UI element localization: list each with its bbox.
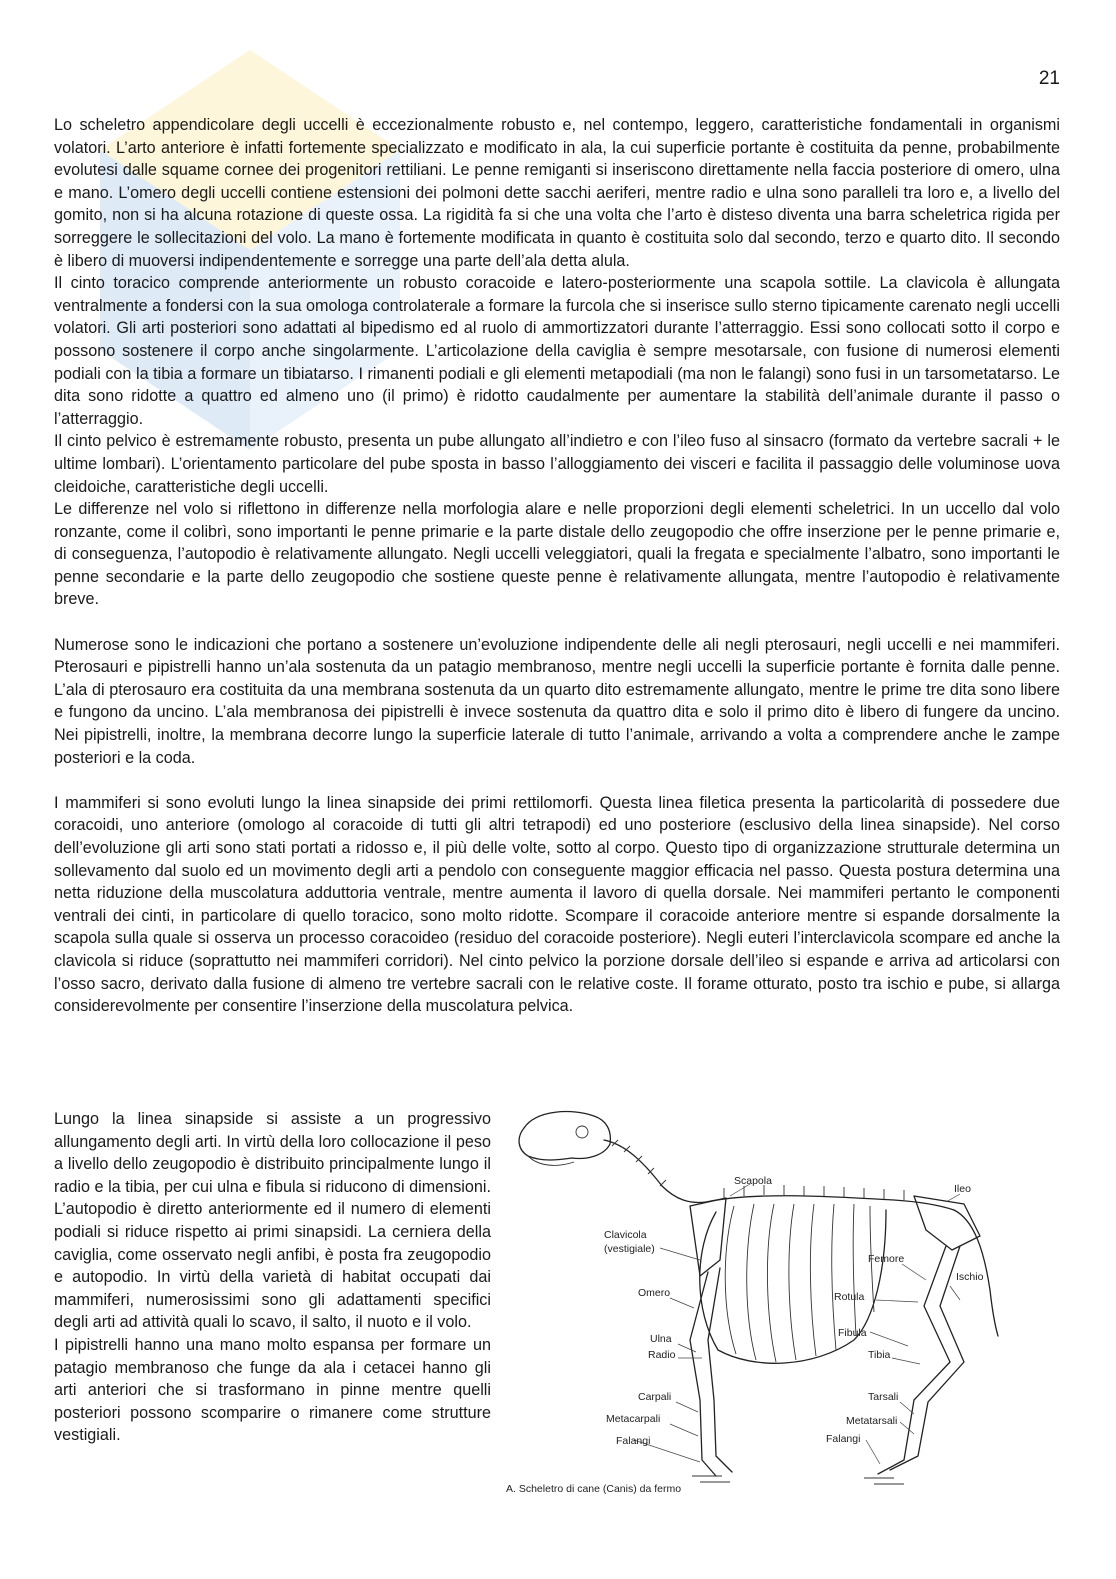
dog-skeleton-illustration bbox=[494, 1100, 1064, 1498]
label-carpali: Carpali bbox=[638, 1391, 672, 1403]
paragraph: Il cinto toracico comprende anteriormente un robusto coracoide e latero-posteriormente una scapola sottile. La clavicola è allungata ventralmente a fondersi con la sua omologa controlaterale a formare la furcola che si inserisce sullo sterno tipicamente carenato negli uccelli volatori. Gli arti posteriori sono adattati al bipedismo ed al ruolo di ammortizzatori durante l’atterraggio. Essi sono collocati sotto il corpo e possono sostenere il corpo anche singolarmente. L’articolazione della caviglia è sempre mesotarsale, con fusione di numerosi elementi podiali con la tibia a formare un tibiatarso. I rimanenti podiali e gli elementi metapodiali (ma non le falangi) sono fusi in un tarsometatarso. Le dita sono ridotte a quattro ed almeno uno (il primo) è ridotto caudalmente per aumentare la stabilità dell’animale durante il passo o l’atterraggio. bbox=[54, 274, 1060, 428]
label-radio: Radio bbox=[648, 1349, 676, 1361]
label-falangi-posteriori: Falangi bbox=[826, 1433, 861, 1445]
page-number: 21 bbox=[1038, 68, 1060, 89]
label-tarsali: Tarsali bbox=[868, 1391, 899, 1403]
paragraph: Lo scheletro appendicolare degli uccelli è eccezionalmente robusto e, nel contempo, leggero, caratteristiche fondamentali in organismi volatori. L’arto anteriore è infatti fortemente specializzato e modificato in ala, la cui superficie portante è costituita da penne, probabilmente evolutesi dalle squame cornee dei progenitori rettiliani. Le penne remiganti si inseriscono direttamente nella faccia posteriore di omero, ulna e mano. L’omero degli uccelli contiene estensioni dei polmoni dette sacchi aeriferi, mentre radio e ulna sono paralleli tra loro e, a livello del gomito, non si ha alcuna rotazione di queste ossa. La rigidità fa si che una volta che l’arto è disteso diventa una barra scheletrica rigida per sorreggere le sollecitazioni del volo. La mano è fortemente modificata in quanto è costituita solo dal secondo, terzo e quarto dito. Il secondo è libero di muoversi indipendentemente e sorregge una parte dell’ala detta alula. bbox=[54, 116, 1060, 270]
label-fibula: Fibula bbox=[838, 1327, 867, 1339]
label-ulna: Ulna bbox=[650, 1333, 672, 1345]
scapula bbox=[690, 1198, 726, 1276]
figure-caption: A. Scheletro di cane (Canis) da fermo bbox=[506, 1483, 682, 1495]
label-metacarpali: Metacarpali bbox=[606, 1413, 661, 1425]
paragraph: Lungo la linea sinapside si assiste a un progressivo allungamento degli arti. In virtù della loro collocazione il peso a livello dello zeugopodio è distribuito principalmente lungo il radio e la tibia, per cui ulna e fibula si riducono di dimensioni. L’autopodio è diretto anteriormente ed il numero di elementi podiali si riduce rispetto ai primi sinapsidi. La cerniera della caviglia, come osservato negli anfibi, è posta fra zeugopodio e autopodio. In virtù della varietà di habitat occupati dai mammiferi, numerosissimi sono gli adattamenti specifici degli arti ad attività quali lo scavo, il salto, il nuoto e il volo. bbox=[54, 1110, 491, 1332]
label-omero: Omero bbox=[638, 1287, 671, 1299]
neck bbox=[604, 1140, 706, 1202]
label-femore: Femore bbox=[868, 1253, 905, 1265]
pelvis bbox=[914, 1196, 980, 1250]
side-text bbox=[54, 1108, 491, 1447]
paragraph: Le differenze nel volo si riflettono in differenze nella morfologia alare e nelle proporzioni degli elementi scheletrici. In un uccello dal volo ronzante, come il colibrì, sono importanti le penne primarie e la parte distale dello zeugopodio che offre inserzione per le penne primarie e, di conseguenza, l’autopodio è relativamente allungato. Negli uccelli veleggiatori, quali la fregata e specialmente l’albatro, sono importanti le penne secondarie e la parte dello zeugopodio che sostiene queste penne è relativamente allungata, mentre l’autopodio è relativamente breve. bbox=[54, 500, 1060, 609]
label-metatarsali: Metatarsali bbox=[846, 1415, 898, 1427]
dog-skeleton-figure bbox=[494, 1100, 1064, 1498]
paragraph: I pipistrelli hanno una mano molto espansa per formare un patagio membranoso che funge da ala i cetacei hanno gli arti anteriori che si trasformano in pinne mentre quelli posteriori possono scomparire o rimanere come strutture vestigiali. bbox=[54, 1335, 491, 1445]
label-tibia: Tibia bbox=[868, 1349, 891, 1361]
label-ileo: Ileo bbox=[954, 1183, 971, 1195]
label-clavicola: Clavicola bbox=[604, 1229, 647, 1241]
paragraph: Numerose sono le indicazioni che portano a sostenere un’evoluzione indipendente delle ali negli pterosauri, negli uccelli e nei mammiferi. Pterosauri e pipistrelli hanno un’ala sostenuta da un patagio membranoso, mentre negli uccelli la superficie portante è fornita dalle penne. L’ala di pterosauro era costituita da una membrana sostenuta da un quarto dito estremamente allungato, mentre le prime tre dita sono libere e fungono da uncino. L’ala membranosa dei pipistrelli è invece sostenuta da quattro dita e solo il primo dito è libero di fungere da uncino. Nei pipistrelli, inoltre, la membrana decorre lungo la superficie laterale di tutto l’animale, arrivando a volta a comprendere anche le zampe posteriori e la coda. bbox=[54, 635, 1060, 767]
label-rotula: Rotula bbox=[834, 1291, 865, 1303]
front-leg bbox=[690, 1272, 716, 1476]
skull bbox=[519, 1112, 610, 1160]
main-text bbox=[54, 114, 1060, 1018]
label-clavicola-vestigiale: (vestigiale) bbox=[604, 1243, 655, 1255]
paragraph: I mammiferi si sono evoluti lungo la linea sinapside dei primi rettilomorfi. Questa linea filetica presenta la particolarità di possedere due coracoidi, uno anteriore (omologo al coracoide di tutti gli altri tetrapodi) ed uno posteriore (esclusivo della linea sinapside). Nel corso dell’evoluzione gli arti sono stati portati a ridosso e, il più delle volte, sotto al corpo. Questo tipo di organizzazione strutturale determina un sollevamento dal suolo ed un movimento degli arti a pendolo con conseguente maggior efficacia nel passo. Questa postura determina una netta riduzione della muscolatura adduttoria ventrale, mentre aumenta il lavoro di quella dorsale. Nei mammiferi pertanto le componenti ventrali dei cinti, in particolare di quello toracico, sono molto ridotte. Scompare il coracoide anteriore mentre si espande dorsalmente la scapola sulla quale si osserva un processo coracoideo (residuo del coracoide posteriore). Negli euteri l’interclavicola scompare ed anche la clavicola si riduce (soprattutto nei mammiferi corridori). Nel cinto pelvico la porzione dorsale dell’ileo si espande e arriva ad articolarsi con l’osso sacro, derivato dalla fusione di almeno tre vertebre sacrali con le relative coste. Il forame otturato, posto tra ischio e pube, si allarga considerevolmente per consentire l’inserzione della muscolatura pelvica. bbox=[54, 793, 1060, 1016]
label-scapola: Scapola bbox=[734, 1175, 772, 1187]
paragraph: Il cinto pelvico è estremamente robusto, presenta un pube allungato all’indietro e con l’ileo fuso al sinsacro (formato da vertebre sacrali + le ultime lombari). L’orientamento particolare del pube sposta in basso l’alloggiamento dei visceri e facilita il passaggio delle voluminose uova cleidoiche, caratteristiche degli uccelli. bbox=[54, 432, 1060, 496]
label-ischio: Ischio bbox=[956, 1271, 984, 1283]
label-falangi-anteriori: Falangi bbox=[616, 1435, 651, 1447]
